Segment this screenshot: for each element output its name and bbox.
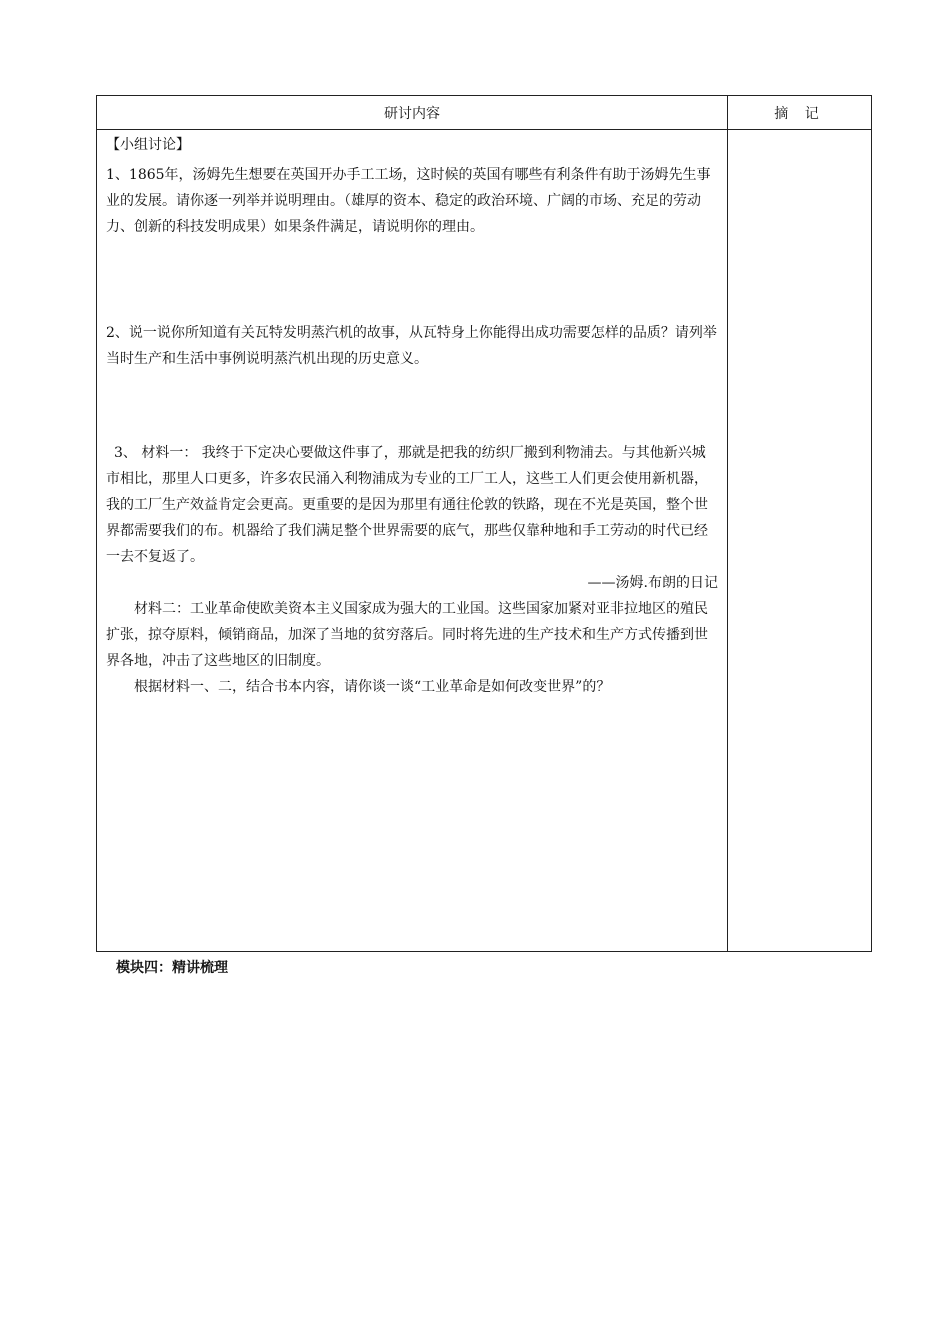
- table-header-row: [97, 96, 871, 130]
- discussion-table: [96, 95, 872, 952]
- header-content-cell: 研讨内容: [384, 106, 440, 122]
- question-3-material-2: 材料二：工业革命使欧美资本主义国家成为强大的工业国。这些国家加紧对亚非拉地区的殖民扩张，掠夺原料，倾销商品，加深了当地的贫穷落后。同时将先进的生产技术和生产方式传播到世界各地，冲击了这些地区的旧制度。: [106, 601, 708, 669]
- content-cell: [106, 132, 718, 700]
- question-2: 2、说一说你所知道有关瓦特发明蒸汽机的故事，从瓦特身上你能得出成功需要怎样的品质？请列举当时生产和生活中事例说明蒸汽机出现的历史意义。: [106, 325, 717, 367]
- material-1-attribution: ——汤姆.布朗的日记: [587, 575, 718, 591]
- module-title: 模块四：精讲梳理: [116, 960, 228, 976]
- question-3-material-1: 3、 材料一： 我终于下定决心要做这件事了，那就是把我的纺织厂搬到利物浦去。与其他新兴城市相比，那里人口更多，许多农民涌入利物浦成为专业的工厂工人，这些工人们更会使用新机器，我的工厂生产效益肯定会更高。更重要的是因为那里有通往伦敦的铁路，现在不光是英国，整个世界都需要我们的布。机器给了我们满足整个世界需要的底气，那些仅靠种地和手工劳动的时代已经一去不复返了。: [106, 445, 708, 565]
- question-3-prompt: 根据材料一、二，结合书本内容，请你谈一谈“工业革命是如何改变世界”的？: [134, 679, 611, 695]
- header-notes-cell: 摘 记: [774, 106, 825, 122]
- question-1: 1、1865年，汤姆先生想要在英国开办手工工场，这时候的英国有哪些有利条件有助于汤姆先生事业的发展。请你逐一列举并说明理由。（雄厚的资本、稳定的政治环境、广阔的市场、充足的劳动力、创新的科技发明成果）如果条件满足，请说明你的理由。: [106, 167, 711, 235]
- section-title: 【小组讨论】: [106, 137, 190, 153]
- notes-cell: [728, 130, 871, 951]
